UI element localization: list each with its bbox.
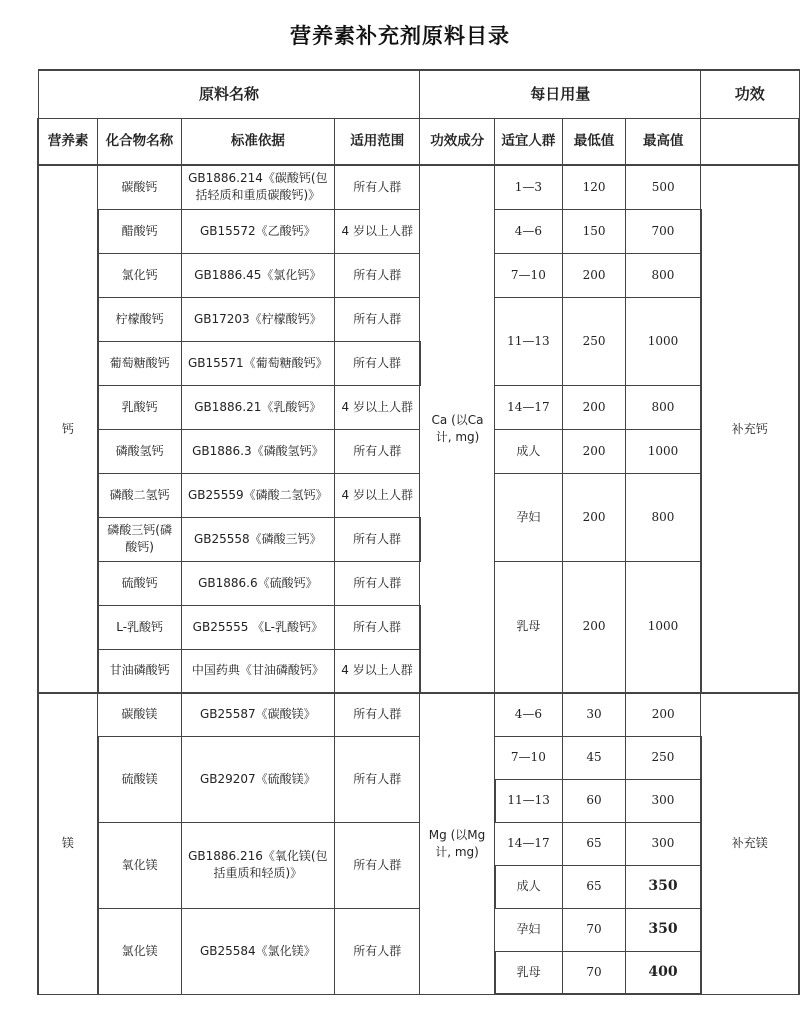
compound-standard: GB1886.3《磷酸氢钙》 xyxy=(181,429,334,473)
compound-scope: 所有人群 xyxy=(335,605,420,649)
compound-name: 氯化镁 xyxy=(98,908,181,994)
compound-scope: 4 岁以上人群 xyxy=(335,649,420,693)
nutrient-cell: 钙 xyxy=(38,165,98,693)
dose-max: 200 xyxy=(626,693,701,736)
dose-max: 1000 xyxy=(626,297,701,385)
header-standard: 标准依据 xyxy=(181,118,334,165)
compound-scope: 所有人群 xyxy=(335,561,420,605)
compound-name: 氧化镁 xyxy=(98,822,181,908)
compound-standard: GB1886.214《碳酸钙(包括轻质和重质碳酸钙)》 xyxy=(181,165,334,209)
header-population: 适宜人群 xyxy=(495,118,563,165)
compound-standard: 中国药典《甘油磷酸钙》 xyxy=(181,649,334,693)
compound-scope: 4 岁以上人群 xyxy=(335,209,420,253)
compound-scope: 所有人群 xyxy=(335,253,420,297)
dose-min: 65 xyxy=(562,865,626,908)
compound-name: 磷酸氢钙 xyxy=(98,429,181,473)
compound-name: 柠檬酸钙 xyxy=(98,297,181,341)
compound-scope: 所有人群 xyxy=(335,693,420,736)
dose-population: 成人 xyxy=(495,865,563,908)
compound-standard: GB15571《葡萄糖酸钙》 xyxy=(181,341,334,385)
compound-standard: GB1886.21《乳酸钙》 xyxy=(181,385,334,429)
compound-scope: 所有人群 xyxy=(335,341,420,385)
dose-min: 200 xyxy=(562,253,626,297)
compound-standard: GB1886.216《氧化镁(包括重质和轻质)》 xyxy=(181,822,334,908)
compound-scope: 所有人群 xyxy=(335,517,420,561)
compound-name: 硫酸钙 xyxy=(98,561,181,605)
dose-max: 800 xyxy=(626,385,701,429)
dose-min: 200 xyxy=(562,385,626,429)
header-compound: 化合物名称 xyxy=(98,118,181,165)
compound-scope: 所有人群 xyxy=(335,822,420,908)
compound-name: 硫酸镁 xyxy=(98,736,181,822)
functional-component-cell: Mg (以Mg计, mg) xyxy=(420,693,495,994)
compound-name: 磷酸三钙(磷酸钙) xyxy=(98,517,181,561)
compound-standard: GB25559《磷酸二氢钙》 xyxy=(181,473,334,517)
compound-scope: 所有人群 xyxy=(335,908,420,994)
dose-max: 400 xyxy=(626,951,701,994)
compound-standard: GB1886.45《氯化钙》 xyxy=(181,253,334,297)
dose-min: 65 xyxy=(562,822,626,865)
header-raw-material: 原料名称 xyxy=(38,70,420,118)
dose-population: 4—6 xyxy=(495,693,563,736)
dose-max: 300 xyxy=(626,779,701,822)
function-cell: 补充钙 xyxy=(701,165,799,693)
dose-max: 700 xyxy=(626,209,701,253)
dose-population: 孕妇 xyxy=(495,908,563,951)
dose-min: 200 xyxy=(562,473,626,561)
dose-min: 120 xyxy=(562,165,626,209)
dose-population: 乳母 xyxy=(495,561,563,693)
dose-population: 1—3 xyxy=(495,165,563,209)
dose-max: 500 xyxy=(626,165,701,209)
header-function: 功效 xyxy=(701,70,799,118)
dose-min: 70 xyxy=(562,951,626,994)
dose-population: 4—6 xyxy=(495,209,563,253)
dose-population: 14—17 xyxy=(495,385,563,429)
dose-max: 350 xyxy=(626,865,701,908)
compound-name: 葡萄糖酸钙 xyxy=(98,341,181,385)
function-cell: 补充镁 xyxy=(701,693,799,994)
dose-max: 250 xyxy=(626,736,701,779)
dose-min: 150 xyxy=(562,209,626,253)
compound-standard: GB17203《柠檬酸钙》 xyxy=(181,297,334,341)
compound-name: 磷酸二氢钙 xyxy=(98,473,181,517)
nutrient-cell: 镁 xyxy=(38,693,98,994)
dose-population: 乳母 xyxy=(495,951,563,994)
dose-population: 7—10 xyxy=(495,253,563,297)
compound-standard: GB25558《磷酸三钙》 xyxy=(181,517,334,561)
dose-population: 11—13 xyxy=(495,779,563,822)
dose-min: 200 xyxy=(562,429,626,473)
dose-max: 350 xyxy=(626,908,701,951)
dose-max: 800 xyxy=(626,473,701,561)
compound-standard: GB25555 《L-乳酸钙》 xyxy=(181,605,334,649)
compound-scope: 所有人群 xyxy=(335,736,420,822)
header-max: 最高值 xyxy=(626,118,701,165)
dose-population: 成人 xyxy=(495,429,563,473)
dose-min: 200 xyxy=(562,561,626,693)
compound-name: L-乳酸钙 xyxy=(98,605,181,649)
header-min: 最低值 xyxy=(562,118,626,165)
dose-min: 30 xyxy=(562,693,626,736)
header-scope: 适用范围 xyxy=(335,118,420,165)
dose-max: 1000 xyxy=(626,429,701,473)
header-daily-dosage: 每日用量 xyxy=(420,70,701,118)
compound-scope: 4 岁以上人群 xyxy=(335,473,420,517)
header-functional-component: 功效成分 xyxy=(420,118,495,165)
nutrient-catalog-table xyxy=(37,69,800,995)
compound-scope: 所有人群 xyxy=(335,429,420,473)
compound-name: 氯化钙 xyxy=(98,253,181,297)
dose-population: 14—17 xyxy=(495,822,563,865)
dose-population: 孕妇 xyxy=(495,473,563,561)
compound-scope: 所有人群 xyxy=(335,165,420,209)
functional-component-cell: Ca (以Ca计, mg) xyxy=(420,165,495,693)
header-nutrient: 营养素 xyxy=(38,118,98,165)
compound-scope: 所有人群 xyxy=(335,297,420,341)
compound-standard: GB15572《乙酸钙》 xyxy=(181,209,334,253)
dose-min: 45 xyxy=(562,736,626,779)
dose-max: 300 xyxy=(626,822,701,865)
compound-scope: 4 岁以上人群 xyxy=(335,385,420,429)
dose-max: 1000 xyxy=(626,561,701,693)
dose-max: 800 xyxy=(626,253,701,297)
compound-standard: GB25584《氯化镁》 xyxy=(181,908,334,994)
dose-population: 7—10 xyxy=(495,736,563,779)
compound-standard: GB29207《硫酸镁》 xyxy=(181,736,334,822)
dose-min: 70 xyxy=(562,908,626,951)
compound-standard: GB25587《碳酸镁》 xyxy=(181,693,334,736)
dose-min: 60 xyxy=(562,779,626,822)
dose-population: 11—13 xyxy=(495,297,563,385)
compound-name: 醋酸钙 xyxy=(98,209,181,253)
dose-min: 250 xyxy=(562,297,626,385)
compound-name: 碳酸钙 xyxy=(98,165,181,209)
compound-standard: GB1886.6《硫酸钙》 xyxy=(181,561,334,605)
compound-name: 碳酸镁 xyxy=(98,693,181,736)
compound-name: 乳酸钙 xyxy=(98,385,181,429)
compound-name: 甘油磷酸钙 xyxy=(98,649,181,693)
page-title: 营养素补充剂原料目录 xyxy=(290,23,510,48)
